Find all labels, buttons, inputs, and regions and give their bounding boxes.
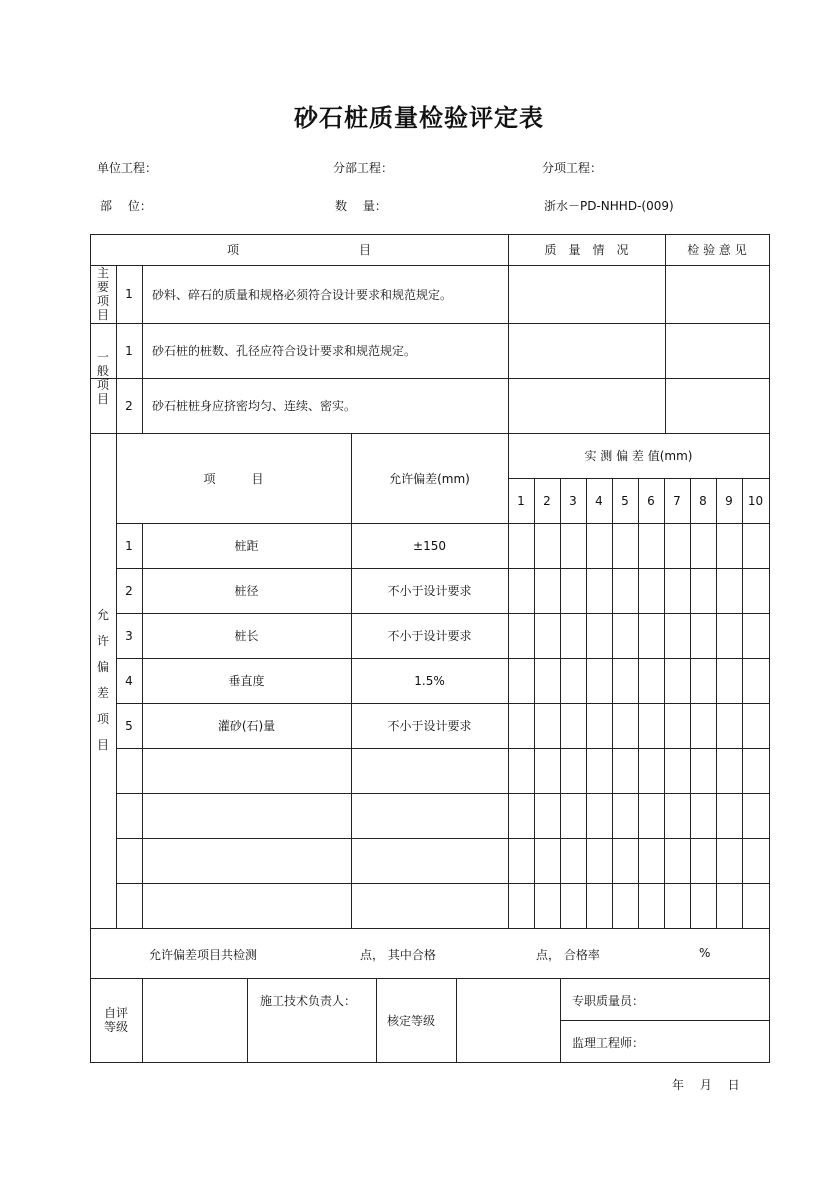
unit-project-label: 单位工程： <box>97 161 158 175</box>
row-number: 1 <box>125 287 133 301</box>
summary-rate-label: 点， 合格率 <box>536 948 600 962</box>
header-opinion: 检 验 意 见 <box>687 243 747 257</box>
row-number: 4 <box>125 673 133 688</box>
table-rule <box>116 883 770 884</box>
label-char: 主 <box>96 266 109 280</box>
date-label: 年 月 日 <box>672 1078 740 1092</box>
header-item: 项 目 <box>226 243 371 257</box>
table-rule <box>116 793 770 794</box>
quantity-label: 数 量： <box>335 199 387 213</box>
form-code: 浙水－PD-NHHD-(009) <box>544 199 674 213</box>
self-grade-label <box>90 978 142 1062</box>
measure-col-header: 5 <box>621 493 629 508</box>
label-char: 般 <box>96 364 109 378</box>
label-char: 目 <box>96 392 109 406</box>
general-group-label <box>90 323 116 433</box>
summary-percent: % <box>699 946 711 960</box>
table-rule <box>716 478 717 929</box>
general-item-text: 砂石桩桩身应挤密均匀、连续、密实。 <box>152 399 357 413</box>
table-rule <box>612 478 613 929</box>
summary-total-label: 允许偏差项目共检测 <box>149 948 258 962</box>
measure-col-header: 8 <box>699 493 707 508</box>
table-rule <box>116 838 770 839</box>
row-number: 5 <box>125 718 133 733</box>
label-char: 许 <box>96 634 109 648</box>
measure-col-header: 4 <box>595 493 603 508</box>
row-number: 1 <box>125 343 133 358</box>
label-part: 自评 <box>103 1006 128 1020</box>
table-rule <box>142 978 143 1063</box>
summary-pass-label: 点， 其中合格 <box>360 948 436 962</box>
supervisor-label: 监理工程师： <box>572 1036 645 1050</box>
main-group-label <box>90 265 116 323</box>
measure-col-header: 7 <box>673 493 681 508</box>
deviation-item-name: 垂直度 <box>228 674 265 688</box>
table-rule <box>456 978 457 1063</box>
allowed-deviation: 不小于设计要求 <box>387 629 472 643</box>
location-label: 部 位： <box>100 199 152 213</box>
table-rule <box>769 234 770 1063</box>
col-measured-header: 实 测 偏 差 值(mm) <box>584 449 693 463</box>
allowed-deviation: 1.5% <box>414 673 445 688</box>
table-rule <box>742 478 743 929</box>
item-project-label: 分项工程： <box>542 161 603 175</box>
main-item-text: 砂料、碎石的质量和规格必须符合设计要求和规范规定。 <box>152 287 453 302</box>
deviation-group-label <box>90 600 116 760</box>
label-char: 要 <box>96 280 109 294</box>
table-rule <box>90 928 770 929</box>
row-number: 2 <box>125 583 133 598</box>
allowed-deviation: 不小于设计要求 <box>387 584 472 598</box>
qc-label: 专职质量员： <box>572 994 645 1008</box>
label-char: 目 <box>96 308 109 322</box>
table-rule <box>116 748 770 749</box>
general-item-text: 砂石桩的桩数、孔径应符合设计要求和规范规定。 <box>152 344 417 358</box>
deviation-item-name: 桩距 <box>234 539 259 553</box>
table-rule <box>664 478 665 929</box>
table-rule <box>534 478 535 929</box>
label-char: 差 <box>96 686 109 700</box>
row-number: 1 <box>125 538 133 553</box>
table-rule <box>586 478 587 929</box>
col-item-header: 项 目 <box>203 471 264 486</box>
measure-col-header: 2 <box>543 493 551 508</box>
table-rule <box>90 1062 770 1063</box>
row-number: 2 <box>125 398 133 413</box>
table-rule <box>638 478 639 929</box>
label-char: 允 <box>96 608 109 622</box>
label-char: 偏 <box>96 660 109 674</box>
page-title: 砂石桩质量检验评定表 <box>294 104 544 132</box>
allowed-deviation: ±150 <box>413 538 446 553</box>
label-char: 项 <box>96 294 109 308</box>
deviation-item-name: 桩径 <box>234 584 259 598</box>
table-rule <box>690 478 691 929</box>
row-number: 3 <box>125 628 133 643</box>
measure-col-header: 9 <box>725 493 733 508</box>
label-part: 等级 <box>103 1020 128 1034</box>
label-char: 目 <box>96 738 109 752</box>
deviation-item-name: 灌砂(石)量 <box>217 719 276 733</box>
label-char: 一 <box>96 350 109 364</box>
deviation-item-name: 桩长 <box>234 629 259 643</box>
verify-grade-label: 核定等级 <box>386 1013 435 1028</box>
measure-col-header: 10 <box>747 493 764 508</box>
table-rule <box>247 978 248 1063</box>
table-rule <box>560 1020 770 1021</box>
sub-project-label: 分部工程： <box>333 161 394 175</box>
label-char: 项 <box>96 712 109 726</box>
measure-col-header: 1 <box>517 493 525 508</box>
tech-lead-label: 施工技术负责人： <box>260 994 357 1008</box>
label-char: 项 <box>96 378 109 392</box>
table-rule <box>560 478 561 929</box>
header-quality: 质 量 情 况 <box>544 243 629 257</box>
col-allowed-header: 允许偏差(mm) <box>389 471 470 486</box>
allowed-deviation: 不小于设计要求 <box>387 719 472 733</box>
measure-col-header: 3 <box>569 493 577 508</box>
measure-col-header: 6 <box>647 493 655 508</box>
